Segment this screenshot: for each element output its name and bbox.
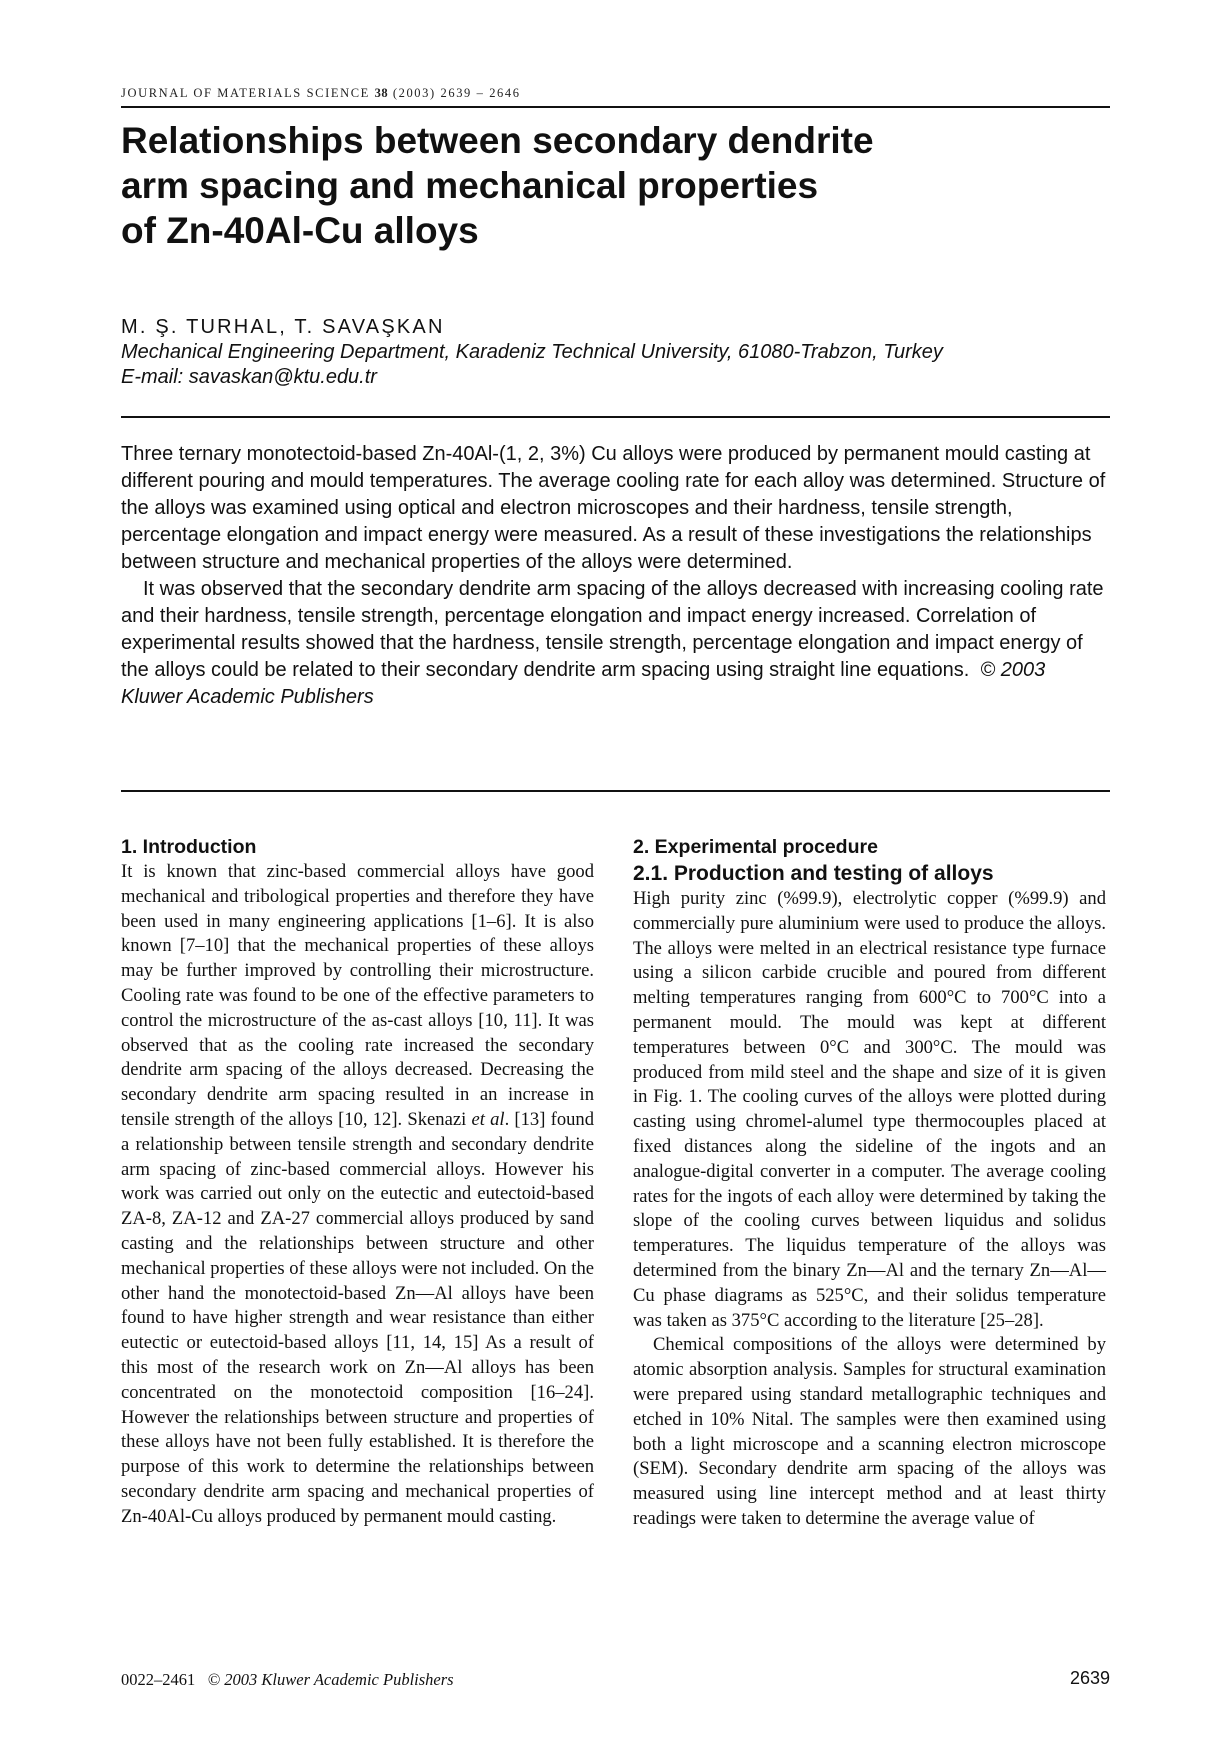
running-head [121,86,1110,101]
author-list: M. Ş. TURHAL, T. SAVAŞKAN [121,316,445,338]
experimental-paragraph-2: Chemical compositions of the alloys were determined by atomic absorption analysis. Samples for structural examination were prepared using standard metallographic techniques and etched in 10% Nital. The samples were then examined using both a light microscope and a scanning electron microscope (SEM). Secondary dendrite arm spacing of the alloys was measured using line intercept method and at least thirty readings were taken to determine the average value of [633,1334,1106,1529]
abstract-bottom-rule [121,790,1110,792]
page-number: 2639 [1069,1668,1110,1688]
introduction-text-part-2: . [13] found a relationship between tensile strength and secondary dendrite arm spacing of zinc-based commercial alloys. However his work was carried out only on the eutectic and eutectoid-based ZA-8, ZA-12 and ZA-27 commercial alloys produced by sand casting and the relationships between structure and other mechanical properties of these alloys were not included. On the other hand the monotectoid-based Zn—Al alloys have been found to have higher strength and wear resistance than either eutectic or eutectoid-based alloys [11, 14, 15] As a result of this most of the research work on Zn—Al alloys has been concentrated on the monotectoid composition [16–24]. However the relationships between structure and properties of these alloys have not been fully established. It is therefore the purpose of this work to determine the relationships between secondary dendrite arm spacing and mechanical properties of Zn-40Al-Cu alloys produced by permanent mould casting. [121,1108,595,1527]
title-line-2: arm spacing and mechanical properties [121,165,819,206]
footer-issn: 0022–2461 [121,1670,196,1689]
footer-publisher [121,1670,454,1690]
paper-title [121,118,1021,253]
introduction-heading: 1. Introduction [121,836,257,858]
right-column [633,835,1106,1532]
journal-name: JOURNAL OF MATERIALS SCIENCE [121,86,370,100]
abstract [121,441,1110,711]
abstract-copyright: © 2003 Kluwer Academic Publishers [121,659,1046,708]
journal-volume: 38 [374,86,389,100]
paper-page [121,0,1110,1748]
author-email: E-mail: savaskan@ktu.edu.tr [121,366,377,388]
title-line-3: of Zn-40Al-Cu alloys [121,210,479,251]
experimental-heading: 2. Experimental procedure [633,836,878,858]
title-line-1: Relationships between secondary dendrite [121,120,874,161]
left-column [121,835,594,1530]
introduction-text-part-1: It is known that zinc-based commercial alloys have good mechanical and tribological properties and therefore they have been used in many engineering applications [1–6]. It is also known [7–10] that the mechanical properties of these alloys may be further improved by controlling their microstructure. Cooling rate was found to be one of the effective parameters to control the microstructure of the as-cast alloys [10, 11]. It was observed that as the cooling rate increased the secondary dendrite arm spacing of the alloys decreased. Decreasing the secondary dendrite arm spacing resulted in an increase in tensile strength of the alloys [10, 12]. Skenazi [121,861,594,1130]
production-subheading: 2.1. Production and testing of alloys [633,862,994,885]
header-rule [121,106,1110,108]
abstract-paragraph-1: Three ternary monotectoid-based Zn-40Al-(1, 2, 3%) Cu alloys were produced by permanent mould casting at different pouring and mould temperatures. The average cooling rate for each alloy was determined. Structure of the alloys was examined using optical and electron microscopes and their hardness, tensile strength, percentage elongation and impact energy were measured. As a result of these investigations the relationships between structure and mechanical properties of the alloys were determined. [121,443,1106,573]
et-al-italic: et al [471,1108,505,1130]
author-affiliation: Mechanical Engineering Department, Karadeniz Technical University, 61080-Trabzon, Turkey [121,341,943,363]
abstract-paragraph-2 [121,576,1110,711]
footer-copyright: © 2003 Kluwer Academic Publishers [207,1670,454,1689]
introduction-text [121,860,594,1530]
journal-year-pages: (2003) 2639 – 2646 [392,86,521,100]
experimental-paragraph-1: High purity zinc (%99.9), electrolytic copper (%99.9) and commercially pure aluminium were used to produce the alloys. The alloys were melted in an electrical resistance type furnace using a silicon carbide crucible and poured from different melting temperatures ranging from 600°C to 700°C into a permanent mould. The mould was kept at different temperatures between 0°C and 300°C. The mould was produced from mild steel and the shape and size of it is given in Fig. 1. The cooling curves of the alloys were plotted during casting using chromel-alumel type thermocouples placed at fixed distances along the sideline of the ingots and an analogue-digital converter in a computer. The average cooling rates for the ingots of each alloy were determined by taking the slope of the cooling curves between liquidus and solidus temperatures. The liquidus temperature of the alloys was determined from the binary Zn—Al and the ternary Zn—Al—Cu phase diagrams as 525°C, and their solidus temperature was taken as 375°C according to the literature [25–28]. [633,888,1106,1331]
abstract-top-rule [121,416,1110,418]
abstract-paragraph-2-text: It was observed that the secondary dendrite arm spacing of the alloys decreased with increasing cooling rate and their hardness, tensile strength, percentage elongation and impact energy increased. Correlation of experimental results showed that the hardness, tensile strength, percentage elongation and impact energy of the alloys could be related to their secondary dendrite arm spacing using straight line equations. [121,578,1104,681]
